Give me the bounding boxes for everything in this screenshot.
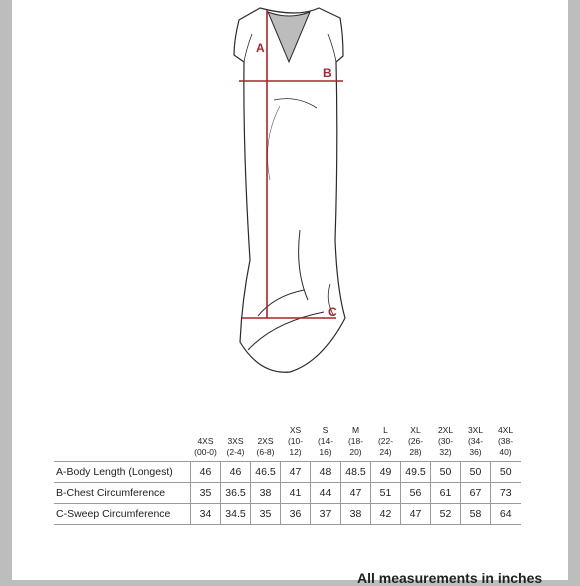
size-range: (30-32) (437, 436, 454, 457)
size-header-2xl (431, 425, 461, 462)
size-name: L (383, 425, 388, 435)
size-header-l (371, 425, 401, 462)
size-name: XL (410, 425, 421, 435)
size-name: 3XS (227, 436, 244, 446)
measurement-value: 47 (281, 462, 311, 483)
measurement-value: 52 (431, 504, 461, 525)
measurement-value: 36 (281, 504, 311, 525)
measurement-value: 42 (371, 504, 401, 525)
measurement-value: 73 (491, 483, 521, 504)
measurement-value: 34.5 (221, 504, 251, 525)
measurement-value: 56 (401, 483, 431, 504)
size-range: (6-8) (256, 447, 275, 457)
size-header-s (311, 425, 341, 462)
size-name: 3XL (467, 425, 484, 435)
measurement-value: 46.5 (251, 462, 281, 483)
size-range: (38-40) (497, 436, 514, 457)
measurement-value: 50 (461, 462, 491, 483)
size-chart-page (12, 0, 568, 586)
measure-header (54, 425, 191, 462)
size-name: 4XS (197, 436, 214, 446)
size-range: (14-16) (317, 436, 334, 457)
measurement-label: B-Chest Circumference (54, 483, 191, 504)
size-table-body (54, 462, 521, 525)
measurement-value: 48.5 (341, 462, 371, 483)
size-range: (26-28) (407, 436, 424, 457)
measurement-value: 61 (431, 483, 461, 504)
measurement-label: A-Body Length (Longest) (54, 462, 191, 483)
dress-diagram (12, 0, 568, 420)
measurement-value: 58 (461, 504, 491, 525)
measurement-value: 48 (311, 462, 341, 483)
measurement-value: 34 (191, 504, 221, 525)
label-a: A (256, 41, 265, 55)
size-header-3xl (461, 425, 491, 462)
size-name: 2XL (437, 425, 454, 435)
size-range: (2-4) (226, 447, 245, 457)
measurement-value: 38 (341, 504, 371, 525)
footnote: All measurements in inches (357, 570, 543, 586)
label-b: B (323, 66, 332, 80)
size-range: (00-0) (194, 447, 217, 457)
size-header-4xs (191, 425, 221, 462)
size-header-3xs (221, 425, 251, 462)
table-row (54, 504, 521, 525)
measurement-value: 47 (401, 504, 431, 525)
measurement-value: 49.5 (401, 462, 431, 483)
size-header-row (54, 425, 521, 462)
table-row (54, 483, 521, 504)
measurement-value: 35 (251, 504, 281, 525)
size-range: (22-24) (377, 436, 394, 457)
size-name: 4XL (497, 425, 514, 435)
measurement-value: 47 (341, 483, 371, 504)
measurement-value: 35 (191, 483, 221, 504)
measurement-value: 67 (461, 483, 491, 504)
measurement-value: 64 (491, 504, 521, 525)
measurement-value: 50 (491, 462, 521, 483)
measurement-value: 46 (191, 462, 221, 483)
size-name: XS (289, 425, 302, 435)
size-header-4xl (491, 425, 521, 462)
size-header-2xs (251, 425, 281, 462)
size-range: (34-36) (467, 436, 484, 457)
table-row (54, 462, 521, 483)
size-table (54, 425, 521, 525)
size-header-xs (281, 425, 311, 462)
size-range: (10-12) (287, 436, 304, 457)
measurement-value: 44 (311, 483, 341, 504)
measurement-value: 36.5 (221, 483, 251, 504)
size-header-m (341, 425, 371, 462)
measurement-value: 50 (431, 462, 461, 483)
measurement-value: 51 (371, 483, 401, 504)
size-name: M (351, 425, 360, 435)
measurement-value: 49 (371, 462, 401, 483)
size-name: S (322, 425, 329, 435)
measurement-label: C-Sweep Circumference (54, 504, 191, 525)
size-name: 2XS (257, 436, 274, 446)
size-range: (18-20) (347, 436, 364, 457)
label-c: C (328, 305, 337, 319)
measurement-value: 46 (221, 462, 251, 483)
measurement-value: 41 (281, 483, 311, 504)
size-header-xl (401, 425, 431, 462)
measurement-value: 37 (311, 504, 341, 525)
measurement-value: 38 (251, 483, 281, 504)
